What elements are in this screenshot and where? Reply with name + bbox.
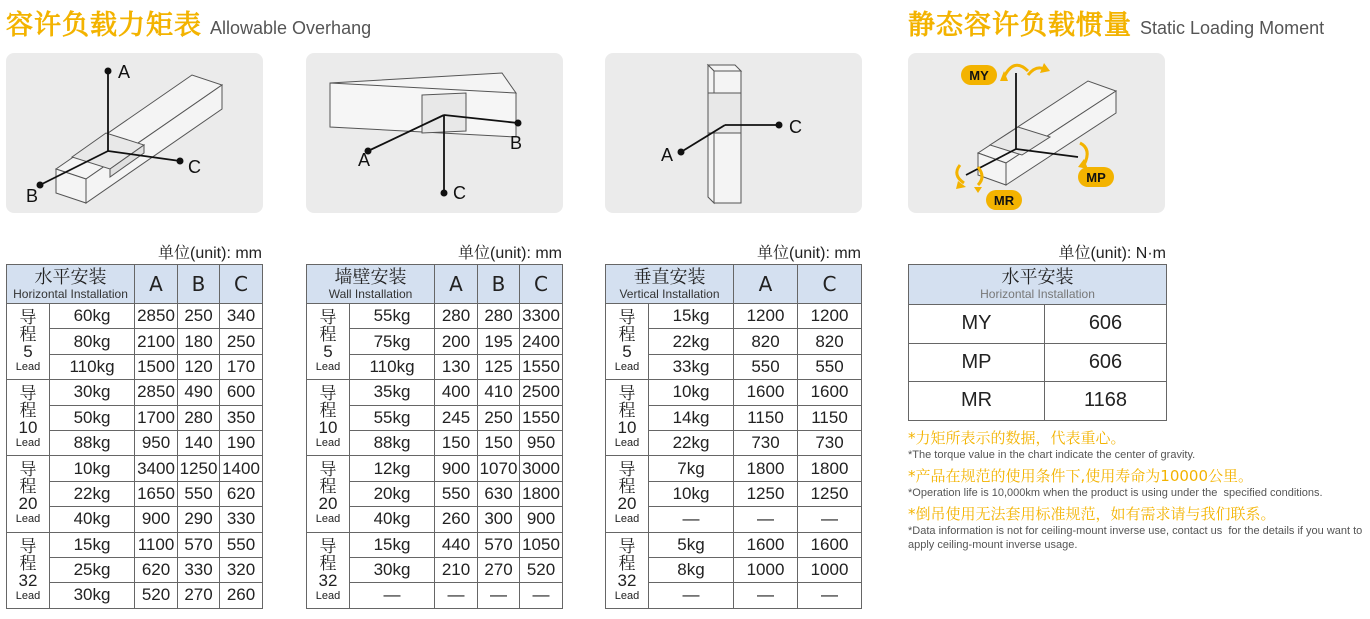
load-cell: 14kg <box>649 405 734 430</box>
value-cell: 1200 <box>798 304 862 329</box>
value-cell: 3000 <box>520 456 563 481</box>
load-cell: 22kg <box>649 430 734 455</box>
load-cell: 75kg <box>350 329 435 354</box>
value-cell: 1800 <box>520 481 563 506</box>
load-cell: 15kg <box>350 532 435 557</box>
lead-label-char: 程 <box>319 553 337 573</box>
value-cell: 270 <box>478 557 520 582</box>
value-cell: 620 <box>220 481 263 506</box>
value-cell: 820 <box>734 329 798 354</box>
value-cell: 730 <box>798 430 862 455</box>
value-cell: — <box>734 507 798 532</box>
value-cell: 1100 <box>135 532 178 557</box>
table-row <box>606 456 862 481</box>
value-cell: 260 <box>435 507 478 532</box>
lead-label-char: 导 <box>618 460 636 480</box>
right-title <box>908 3 1324 42</box>
value-cell: 1600 <box>734 532 798 557</box>
lead-label-en: Lead <box>614 437 640 450</box>
load-cell: 5kg <box>649 532 734 557</box>
value-cell: 280 <box>178 405 220 430</box>
table-title-cn: 水平安装 <box>1001 267 1074 288</box>
load-cell: 50kg <box>50 405 135 430</box>
label-mr: MR <box>993 193 1015 208</box>
value-cell: 120 <box>178 354 220 379</box>
value-cell: 250 <box>220 329 263 354</box>
value-cell: 1600 <box>734 380 798 405</box>
lead-label-char: 32 <box>617 570 637 590</box>
value-cell: 1000 <box>734 557 798 582</box>
value-cell: 2400 <box>520 329 563 354</box>
lead-label-char: 导 <box>319 308 337 328</box>
value-cell: — <box>520 583 563 608</box>
label-b: B <box>510 133 523 153</box>
value-cell: 140 <box>178 430 220 455</box>
lead-label-char: 20 <box>318 494 338 514</box>
table-row <box>7 380 263 405</box>
table-row <box>7 532 263 557</box>
value-cell: 550 <box>220 532 263 557</box>
lead-label-char: 导 <box>19 308 37 328</box>
label-c: C <box>453 183 466 203</box>
lead-label-char: 20 <box>18 494 38 514</box>
note-cn: *倒吊使用无法套用标准规范，如有需求请与我们联系。 <box>908 505 1276 523</box>
wall-rail-illustration <box>306 53 563 213</box>
label-c: C <box>188 157 201 177</box>
lead-group-label <box>606 456 649 532</box>
lead-label-char: 5 <box>323 342 333 362</box>
value-cell: 280 <box>478 304 520 329</box>
lead-label-char: 程 <box>618 553 636 573</box>
table-row <box>606 532 862 557</box>
value-cell: 180 <box>178 329 220 354</box>
lead-label-char: 程 <box>319 477 337 497</box>
lead-group-label <box>7 456 50 532</box>
table-title-cn: 水平安装 <box>34 266 107 288</box>
label-a: A <box>358 150 371 170</box>
value-cell: 2850 <box>135 380 178 405</box>
value-cell: 1250 <box>734 481 798 506</box>
vertical-install-table <box>605 264 862 609</box>
table-row <box>606 304 862 329</box>
load-cell: 30kg <box>50 583 135 608</box>
moment-name: MY <box>909 305 1045 344</box>
label-a: A <box>118 62 131 82</box>
moment-diagram <box>908 53 1165 213</box>
lead-label-en: Lead <box>15 361 41 374</box>
load-cell: 10kg <box>50 456 135 481</box>
wall-install-diagram <box>306 53 563 213</box>
value-cell: 245 <box>435 405 478 430</box>
value-cell: — <box>734 583 798 608</box>
lead-label-en: Lead <box>15 589 41 602</box>
value-cell: 1050 <box>520 532 563 557</box>
static-moment-table <box>908 264 1167 421</box>
column-header: C <box>520 265 563 304</box>
lead-label-char: 导 <box>19 460 37 480</box>
label-c: C <box>789 117 802 137</box>
load-cell: — <box>649 507 734 532</box>
lead-group-label <box>7 532 50 608</box>
load-cell: 35kg <box>350 380 435 405</box>
value-cell: 130 <box>435 354 478 379</box>
value-cell: 125 <box>478 354 520 379</box>
label-b: B <box>26 186 39 206</box>
value-cell: 550 <box>798 354 862 379</box>
value-cell: 2100 <box>135 329 178 354</box>
column-header: B <box>178 265 220 304</box>
horizontal-rail-illustration <box>6 53 263 213</box>
value-cell: 630 <box>478 481 520 506</box>
lead-label-char: 导 <box>618 384 636 404</box>
lead-label-char: 10 <box>318 418 338 438</box>
value-cell: 520 <box>135 583 178 608</box>
lead-label-char: 5 <box>622 342 632 362</box>
value-cell: 200 <box>435 329 478 354</box>
column-header: A <box>435 265 478 304</box>
value-cell: 1250 <box>178 456 220 481</box>
value-cell: 1500 <box>135 354 178 379</box>
lead-label-en: Lead <box>15 437 41 450</box>
table-title <box>7 265 135 304</box>
value-cell: 520 <box>520 557 563 582</box>
value-cell: 550 <box>435 481 478 506</box>
value-cell: — <box>798 507 862 532</box>
vertical-install-diagram <box>605 53 862 213</box>
table-row <box>909 382 1167 421</box>
lead-label-char: 20 <box>617 494 637 514</box>
lead-group-label <box>606 532 649 608</box>
lead-label-char: 程 <box>319 325 337 345</box>
value-cell: — <box>478 583 520 608</box>
load-cell: 22kg <box>50 481 135 506</box>
value-cell: 1600 <box>798 532 862 557</box>
load-cell: 88kg <box>50 430 135 455</box>
table-row <box>307 304 563 329</box>
lead-label-char: 程 <box>19 401 37 421</box>
lead-label-char: 32 <box>318 570 338 590</box>
lead-label-char: 导 <box>319 460 337 480</box>
load-cell: 7kg <box>649 456 734 481</box>
value-cell: 1400 <box>220 456 263 481</box>
value-cell: 550 <box>734 354 798 379</box>
value-cell: 1800 <box>798 456 862 481</box>
label-a: A <box>661 145 674 165</box>
table-title-cn: 垂直安装 <box>633 266 706 288</box>
column-header: C <box>798 265 862 304</box>
right-title-en: Static Loading Moment <box>1140 18 1325 38</box>
left-title-en: Allowable Overhang <box>210 18 372 38</box>
left-title-cn: 容许负载力矩表 <box>6 10 202 41</box>
value-cell: 900 <box>135 507 178 532</box>
label-my: MY <box>969 68 989 83</box>
right-title-cn: 静态容许负载惯量 <box>908 10 1132 41</box>
lead-group-label <box>7 304 50 380</box>
load-cell: 10kg <box>649 481 734 506</box>
value-cell: 290 <box>178 507 220 532</box>
lead-group-label <box>7 380 50 456</box>
table-title-cn: 墙壁安装 <box>334 266 407 288</box>
value-cell: 600 <box>220 380 263 405</box>
value-cell: 300 <box>478 507 520 532</box>
lead-label-char: 32 <box>18 570 38 590</box>
lead-label-char: 导 <box>19 536 37 556</box>
table-row <box>7 456 263 481</box>
moment-name: MP <box>909 343 1045 382</box>
load-cell: 55kg <box>350 405 435 430</box>
moment-value: 1168 <box>1045 382 1167 421</box>
value-cell: 330 <box>178 557 220 582</box>
table-row <box>307 532 563 557</box>
load-cell: 12kg <box>350 456 435 481</box>
load-cell: 110kg <box>350 354 435 379</box>
lead-label-char: 导 <box>319 536 337 556</box>
horizontal-install-diagram <box>6 53 263 213</box>
lead-group-label <box>307 380 350 456</box>
label-mp: MP <box>1086 170 1106 185</box>
value-cell: 3400 <box>135 456 178 481</box>
value-cell: 400 <box>435 380 478 405</box>
moment-value: 606 <box>1045 305 1167 344</box>
table-title-en: Vertical Installation <box>619 286 720 301</box>
lead-label-en: Lead <box>15 513 41 526</box>
load-cell: 20kg <box>350 481 435 506</box>
value-cell: 260 <box>220 583 263 608</box>
value-cell: 1550 <box>520 405 563 430</box>
value-cell: 1250 <box>798 481 862 506</box>
column-header: B <box>478 265 520 304</box>
lead-label-en: Lead <box>315 437 341 450</box>
value-cell: 1600 <box>798 380 862 405</box>
value-cell: 570 <box>478 532 520 557</box>
value-cell: 3300 <box>520 304 563 329</box>
moment-name: MR <box>909 382 1045 421</box>
load-cell: 25kg <box>50 557 135 582</box>
table-row <box>909 343 1167 382</box>
load-cell: 110kg <box>50 354 135 379</box>
lead-label-char: 导 <box>618 308 636 328</box>
note-cn: *力矩所表示的数据，代表重心。 <box>908 429 1126 447</box>
unit-label-vertical: 单位(unit): mm <box>756 245 861 262</box>
column-header: A <box>135 265 178 304</box>
value-cell: 280 <box>435 304 478 329</box>
lead-label-en: Lead <box>614 361 640 374</box>
moment-rail-illustration <box>908 53 1165 213</box>
lead-label-char: 5 <box>23 342 33 362</box>
value-cell: 550 <box>178 481 220 506</box>
table-row <box>7 304 263 329</box>
value-cell: 1070 <box>478 456 520 481</box>
table-row <box>909 305 1167 344</box>
load-cell: 22kg <box>649 329 734 354</box>
value-cell: 250 <box>478 405 520 430</box>
value-cell: 1150 <box>734 405 798 430</box>
table-row <box>307 456 563 481</box>
value-cell: 820 <box>798 329 862 354</box>
table-title-en: Horizontal Installation <box>13 286 128 301</box>
load-cell: 88kg <box>350 430 435 455</box>
value-cell: 195 <box>478 329 520 354</box>
value-cell: 1800 <box>734 456 798 481</box>
value-cell: 410 <box>478 380 520 405</box>
notes <box>908 428 1363 556</box>
table-title-en: Horizontal Installation <box>980 287 1095 301</box>
load-cell: 30kg <box>50 380 135 405</box>
load-cell: 40kg <box>50 507 135 532</box>
unit-label-moment: 单位(unit): N·m <box>1058 245 1166 262</box>
lead-label-en: Lead <box>614 513 640 526</box>
lead-label-char: 程 <box>319 401 337 421</box>
value-cell: 1150 <box>798 405 862 430</box>
value-cell: 170 <box>220 354 263 379</box>
value-cell: 210 <box>435 557 478 582</box>
lead-label-char: 导 <box>19 384 37 404</box>
value-cell: 1650 <box>135 481 178 506</box>
unit-label-horizontal: 单位(unit): mm <box>157 245 262 262</box>
load-cell: 80kg <box>50 329 135 354</box>
lead-label-en: Lead <box>614 589 640 602</box>
load-cell: 8kg <box>649 557 734 582</box>
load-cell: 40kg <box>350 507 435 532</box>
load-cell: 15kg <box>649 304 734 329</box>
value-cell: 950 <box>135 430 178 455</box>
value-cell: 150 <box>435 430 478 455</box>
lead-label-char: 程 <box>618 325 636 345</box>
value-cell: 330 <box>220 507 263 532</box>
value-cell: — <box>798 583 862 608</box>
lead-label-en: Lead <box>315 361 341 374</box>
value-cell: 490 <box>178 380 220 405</box>
table-title <box>307 265 435 304</box>
table-row <box>606 380 862 405</box>
lead-label-en: Lead <box>315 513 341 526</box>
value-cell: 1200 <box>734 304 798 329</box>
value-cell: 950 <box>520 430 563 455</box>
value-cell: 2500 <box>520 380 563 405</box>
load-cell: 10kg <box>649 380 734 405</box>
load-cell: 30kg <box>350 557 435 582</box>
load-cell: 33kg <box>649 354 734 379</box>
unit-label-wall: 单位(unit): mm <box>457 245 562 262</box>
value-cell: 150 <box>478 430 520 455</box>
table-row <box>307 380 563 405</box>
table-title-en: Wall Installation <box>328 286 413 301</box>
table-title <box>606 265 734 304</box>
lead-label-char: 导 <box>618 536 636 556</box>
left-title <box>6 3 371 42</box>
lead-group-label <box>307 456 350 532</box>
value-cell: 350 <box>220 405 263 430</box>
column-header: C <box>220 265 263 304</box>
lead-label-char: 10 <box>18 418 38 438</box>
value-cell: 320 <box>220 557 263 582</box>
lead-group-label <box>307 532 350 608</box>
lead-group-label <box>606 304 649 380</box>
table-title <box>909 265 1167 305</box>
lead-label-char: 程 <box>19 553 37 573</box>
load-cell: — <box>649 583 734 608</box>
value-cell: 570 <box>178 532 220 557</box>
vertical-rail-illustration <box>605 53 862 213</box>
wall-install-table <box>306 264 563 609</box>
lead-group-label <box>307 304 350 380</box>
horizontal-install-table <box>6 264 263 609</box>
note-en: *The torque value in the chart indicate the center of gravity. <box>908 449 1196 461</box>
lead-label-char: 导 <box>319 384 337 404</box>
value-cell: 900 <box>520 507 563 532</box>
value-cell: 730 <box>734 430 798 455</box>
lead-label-en: Lead <box>315 589 341 602</box>
column-header: A <box>734 265 798 304</box>
load-cell: 60kg <box>50 304 135 329</box>
value-cell: 1000 <box>798 557 862 582</box>
value-cell: 340 <box>220 304 263 329</box>
note-en: *Operation life is 10,000km when the product is using under the specified conditions. <box>908 487 1323 499</box>
lead-label-char: 程 <box>618 401 636 421</box>
value-cell: 440 <box>435 532 478 557</box>
load-cell: 15kg <box>50 532 135 557</box>
value-cell: 250 <box>178 304 220 329</box>
load-cell: 55kg <box>350 304 435 329</box>
value-cell: 1700 <box>135 405 178 430</box>
value-cell: 1550 <box>520 354 563 379</box>
lead-label-char: 程 <box>19 325 37 345</box>
value-cell: 620 <box>135 557 178 582</box>
value-cell: 190 <box>220 430 263 455</box>
note-cn: *产品在规范的使用条件下,使用寿命为10000公里。 <box>908 467 1253 485</box>
moment-value: 606 <box>1045 343 1167 382</box>
value-cell: — <box>435 583 478 608</box>
value-cell: 270 <box>178 583 220 608</box>
lead-label-char: 10 <box>617 418 637 438</box>
load-cell: — <box>350 583 435 608</box>
lead-label-char: 程 <box>618 477 636 497</box>
lead-group-label <box>606 380 649 456</box>
lead-label-char: 程 <box>19 477 37 497</box>
value-cell: 2850 <box>135 304 178 329</box>
value-cell: 900 <box>435 456 478 481</box>
note-en: *Data information is not for ceiling-mount inverse use, contact us for the details if you want to apply ceiling-mount inverse usage. <box>908 525 1363 551</box>
